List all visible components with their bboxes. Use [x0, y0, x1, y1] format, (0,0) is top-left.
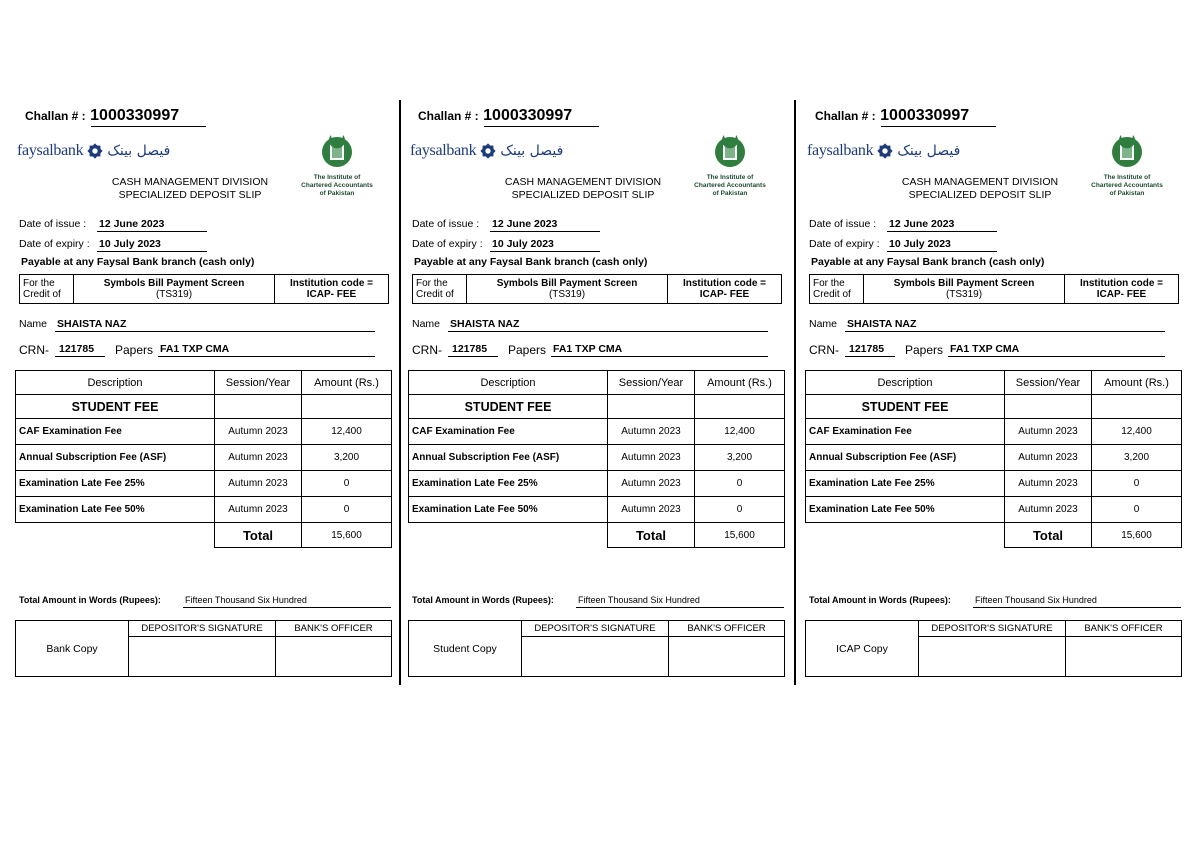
bank-copy-slip	[15, 100, 393, 690]
issue-label: Date of issue :	[412, 218, 480, 230]
row-session: Autumn 2023	[215, 419, 302, 445]
divider	[551, 356, 768, 357]
row-description: Examination Late Fee 50%	[409, 497, 608, 523]
credit-table	[19, 274, 389, 304]
bank-officer-header: BANK'S OFFICER	[669, 621, 785, 637]
row-description: Examination Late Fee 25%	[409, 471, 608, 497]
row-description: Examination Late Fee 50%	[16, 497, 215, 523]
divider	[576, 607, 784, 608]
row-session: Autumn 2023	[1005, 497, 1092, 523]
total-amount: 15,600	[302, 523, 392, 548]
credit-label-cell: For the Credit of	[810, 275, 864, 304]
bank-name-en: faysalbank	[410, 142, 477, 159]
credit-table	[809, 274, 1179, 304]
divider	[973, 607, 1181, 608]
faysal-star-icon	[86, 142, 104, 160]
copy-label: Student Copy	[409, 621, 522, 677]
row-session: Autumn 2023	[215, 497, 302, 523]
table-row	[16, 471, 392, 497]
faysal-star-icon	[479, 142, 497, 160]
divider	[55, 356, 105, 357]
row-session: Autumn 2023	[608, 471, 695, 497]
depositor-signature-field[interactable]	[129, 637, 276, 677]
icap-emblem-icon	[1109, 132, 1145, 168]
row-description: CAF Examination Fee	[16, 419, 215, 445]
divider	[448, 331, 768, 332]
row-amount: 12,400	[302, 419, 392, 445]
fee-table	[408, 370, 785, 548]
bank-name-ur: فیصل بینک	[897, 143, 961, 159]
table-row	[16, 445, 392, 471]
slip-type: SPECIALIZED DEPOSIT SLIP	[908, 189, 1052, 201]
divider	[484, 126, 599, 127]
icap-copy-slip	[805, 100, 1183, 690]
challan-number: 1000330997	[90, 107, 180, 124]
row-session: Autumn 2023	[1005, 445, 1092, 471]
table-row	[806, 419, 1182, 445]
expiry-date: 10 July 2023	[889, 238, 951, 250]
crn-label: CRN-	[412, 343, 442, 357]
division-title	[880, 176, 1080, 202]
divider	[158, 356, 375, 357]
credit-name-cell: Symbols Bill Payment Screen (TS319)	[864, 275, 1065, 304]
row-session: Autumn 2023	[1005, 419, 1092, 445]
institution-code-cell: Institution code = ICAP- FEE	[668, 275, 782, 304]
total-amount: 15,600	[695, 523, 785, 548]
row-amount: 0	[302, 471, 392, 497]
cut-line	[399, 100, 401, 685]
slip-type: SPECIALIZED DEPOSIT SLIP	[511, 189, 655, 201]
institution-code-cell: Institution code = ICAP- FEE	[275, 275, 389, 304]
challan-label: Challan # :	[418, 109, 479, 123]
header-description: Description	[16, 371, 215, 395]
depositor-signature-header: DEPOSITOR'S SIGNATURE	[129, 621, 276, 637]
header-session: Session/Year	[1005, 371, 1092, 395]
division-title	[483, 176, 683, 202]
divider	[845, 356, 895, 357]
row-amount: 0	[695, 497, 785, 523]
papers-value: FA1 TXP CMA	[950, 343, 1020, 355]
depositor-signature-field[interactable]	[919, 637, 1066, 677]
total-label: Total	[1005, 523, 1092, 548]
table-row	[409, 497, 785, 523]
faysal-bank-logo	[410, 142, 563, 160]
header-description: Description	[806, 371, 1005, 395]
student-name: SHAISTA NAZ	[57, 318, 127, 330]
papers-value: FA1 TXP CMA	[160, 343, 230, 355]
table-row	[16, 497, 392, 523]
section-title: STUDENT FEE	[409, 395, 608, 419]
divider	[97, 231, 207, 232]
header-amount: Amount (Rs.)	[302, 371, 392, 395]
papers-value: FA1 TXP CMA	[553, 343, 623, 355]
crn-value: 121785	[59, 343, 95, 355]
copy-label: ICAP Copy	[806, 621, 919, 677]
total-label: Total	[608, 523, 695, 548]
icap-logo	[297, 132, 377, 198]
issue-date: 12 June 2023	[889, 218, 955, 230]
table-row	[806, 445, 1182, 471]
challan-label: Challan # :	[815, 109, 876, 123]
icap-logo	[1087, 132, 1167, 198]
signature-table	[408, 620, 785, 677]
faysal-bank-logo	[17, 142, 170, 160]
row-amount: 0	[695, 471, 785, 497]
faysal-star-icon	[876, 142, 894, 160]
slip-type: SPECIALIZED DEPOSIT SLIP	[118, 189, 262, 201]
bank-name-ur: فیصل بینک	[500, 143, 564, 159]
table-row	[409, 471, 785, 497]
row-amount: 0	[1092, 497, 1182, 523]
icap-logo	[690, 132, 770, 198]
row-amount: 3,200	[1092, 445, 1182, 471]
division-title	[90, 176, 290, 202]
divider	[887, 251, 997, 252]
challan-label: Challan # :	[25, 109, 86, 123]
row-description: Examination Late Fee 25%	[806, 471, 1005, 497]
student-name: SHAISTA NAZ	[847, 318, 917, 330]
credit-label-cell: For the Credit of	[413, 275, 467, 304]
signature-table	[15, 620, 392, 677]
row-amount: 0	[1092, 471, 1182, 497]
institution-code-cell: Institution code = ICAP- FEE	[1065, 275, 1179, 304]
divider	[183, 607, 391, 608]
papers-label: Papers	[115, 343, 154, 357]
table-row	[806, 471, 1182, 497]
crn-value: 121785	[849, 343, 885, 355]
divider	[490, 231, 600, 232]
divider	[91, 126, 206, 127]
header-description: Description	[409, 371, 608, 395]
bank-officer-header: BANK'S OFFICER	[276, 621, 392, 637]
papers-label: Papers	[905, 343, 944, 357]
icap-emblem-icon	[319, 132, 355, 168]
table-row	[409, 419, 785, 445]
table-row	[409, 445, 785, 471]
name-label: Name	[412, 318, 441, 330]
credit-name-cell: Symbols Bill Payment Screen (TS319)	[74, 275, 275, 304]
cut-line	[794, 100, 796, 685]
name-label: Name	[809, 318, 838, 330]
icap-name: The Institute of Chartered Accountants of Pakistan	[694, 174, 766, 197]
words-label: Total Amount in Words (Rupees):	[412, 595, 554, 605]
table-row	[806, 497, 1182, 523]
student-copy-slip	[408, 100, 786, 690]
section-title: STUDENT FEE	[16, 395, 215, 419]
divider	[55, 331, 375, 332]
issue-label: Date of issue :	[19, 218, 87, 230]
expiry-date: 10 July 2023	[99, 238, 161, 250]
crn-label: CRN-	[19, 343, 49, 357]
row-amount: 12,400	[1092, 419, 1182, 445]
papers-label: Papers	[508, 343, 547, 357]
divider	[490, 251, 600, 252]
credit-table	[412, 274, 782, 304]
name-label: Name	[19, 318, 48, 330]
credit-name-cell: Symbols Bill Payment Screen (TS319)	[467, 275, 668, 304]
total-label: Total	[215, 523, 302, 548]
row-session: Autumn 2023	[608, 419, 695, 445]
crn-value: 121785	[452, 343, 488, 355]
divider	[881, 126, 996, 127]
section-title: STUDENT FEE	[806, 395, 1005, 419]
words-label: Total Amount in Words (Rupees):	[809, 595, 951, 605]
row-description: CAF Examination Fee	[806, 419, 1005, 445]
expiry-label: Date of expiry :	[412, 238, 483, 250]
row-session: Autumn 2023	[1005, 471, 1092, 497]
payable-note: Payable at any Faysal Bank branch (cash only)	[811, 256, 1045, 268]
words-label: Total Amount in Words (Rupees):	[19, 595, 161, 605]
fee-table	[805, 370, 1182, 548]
student-name: SHAISTA NAZ	[450, 318, 520, 330]
row-amount: 12,400	[695, 419, 785, 445]
fee-table	[15, 370, 392, 548]
payable-note: Payable at any Faysal Bank branch (cash only)	[21, 256, 255, 268]
issue-label: Date of issue :	[809, 218, 877, 230]
divider	[887, 231, 997, 232]
expiry-label: Date of expiry :	[809, 238, 880, 250]
row-session: Autumn 2023	[215, 471, 302, 497]
row-amount: 0	[302, 497, 392, 523]
issue-date: 12 June 2023	[492, 218, 558, 230]
row-session: Autumn 2023	[608, 497, 695, 523]
divider	[845, 331, 1165, 332]
row-description: Examination Late Fee 25%	[16, 471, 215, 497]
credit-label-cell: For the Credit of	[20, 275, 74, 304]
table-row	[16, 419, 392, 445]
crn-label: CRN-	[809, 343, 839, 357]
row-description: Annual Subscription Fee (ASF)	[16, 445, 215, 471]
depositor-signature-header: DEPOSITOR'S SIGNATURE	[919, 621, 1066, 637]
words-value: Fifteen Thousand Six Hundred	[185, 595, 307, 605]
expiry-date: 10 July 2023	[492, 238, 554, 250]
header-session: Session/Year	[215, 371, 302, 395]
row-description: Examination Late Fee 50%	[806, 497, 1005, 523]
icap-name: The Institute of Chartered Accountants of Pakistan	[1091, 174, 1163, 197]
bank-name-en: faysalbank	[17, 142, 84, 159]
challan-line	[25, 107, 179, 125]
expiry-label: Date of expiry :	[19, 238, 90, 250]
signature-table	[805, 620, 1182, 677]
depositor-signature-header: DEPOSITOR'S SIGNATURE	[522, 621, 669, 637]
bank-officer-header: BANK'S OFFICER	[1066, 621, 1182, 637]
bank-name-ur: فیصل بینک	[107, 143, 171, 159]
issue-date: 12 June 2023	[99, 218, 165, 230]
row-amount: 3,200	[302, 445, 392, 471]
icap-emblem-icon	[712, 132, 748, 168]
challan-number: 1000330997	[880, 107, 970, 124]
total-amount: 15,600	[1092, 523, 1182, 548]
words-value: Fifteen Thousand Six Hundred	[975, 595, 1097, 605]
divider	[948, 356, 1165, 357]
words-value: Fifteen Thousand Six Hundred	[578, 595, 700, 605]
bank-officer-field[interactable]	[1066, 637, 1182, 677]
row-description: Annual Subscription Fee (ASF)	[409, 445, 608, 471]
bank-officer-field[interactable]	[669, 637, 785, 677]
row-session: Autumn 2023	[215, 445, 302, 471]
payable-note: Payable at any Faysal Bank branch (cash only)	[414, 256, 648, 268]
challan-number: 1000330997	[483, 107, 573, 124]
divider	[97, 251, 207, 252]
header-amount: Amount (Rs.)	[1092, 371, 1182, 395]
row-amount: 3,200	[695, 445, 785, 471]
icap-name: The Institute of Chartered Accountants of Pakistan	[301, 174, 373, 197]
header-amount: Amount (Rs.)	[695, 371, 785, 395]
bank-name-en: faysalbank	[807, 142, 874, 159]
bank-officer-field[interactable]	[276, 637, 392, 677]
row-session: Autumn 2023	[608, 445, 695, 471]
division-name: CASH MANAGEMENT DIVISION	[111, 176, 269, 188]
copy-label: Bank Copy	[16, 621, 129, 677]
challan-line	[418, 107, 572, 125]
division-name: CASH MANAGEMENT DIVISION	[504, 176, 662, 188]
faysal-bank-logo	[807, 142, 960, 160]
row-description: Annual Subscription Fee (ASF)	[806, 445, 1005, 471]
row-description: CAF Examination Fee	[409, 419, 608, 445]
divider	[448, 356, 498, 357]
challan-line	[815, 107, 969, 125]
depositor-signature-field[interactable]	[522, 637, 669, 677]
division-name: CASH MANAGEMENT DIVISION	[901, 176, 1059, 188]
header-session: Session/Year	[608, 371, 695, 395]
